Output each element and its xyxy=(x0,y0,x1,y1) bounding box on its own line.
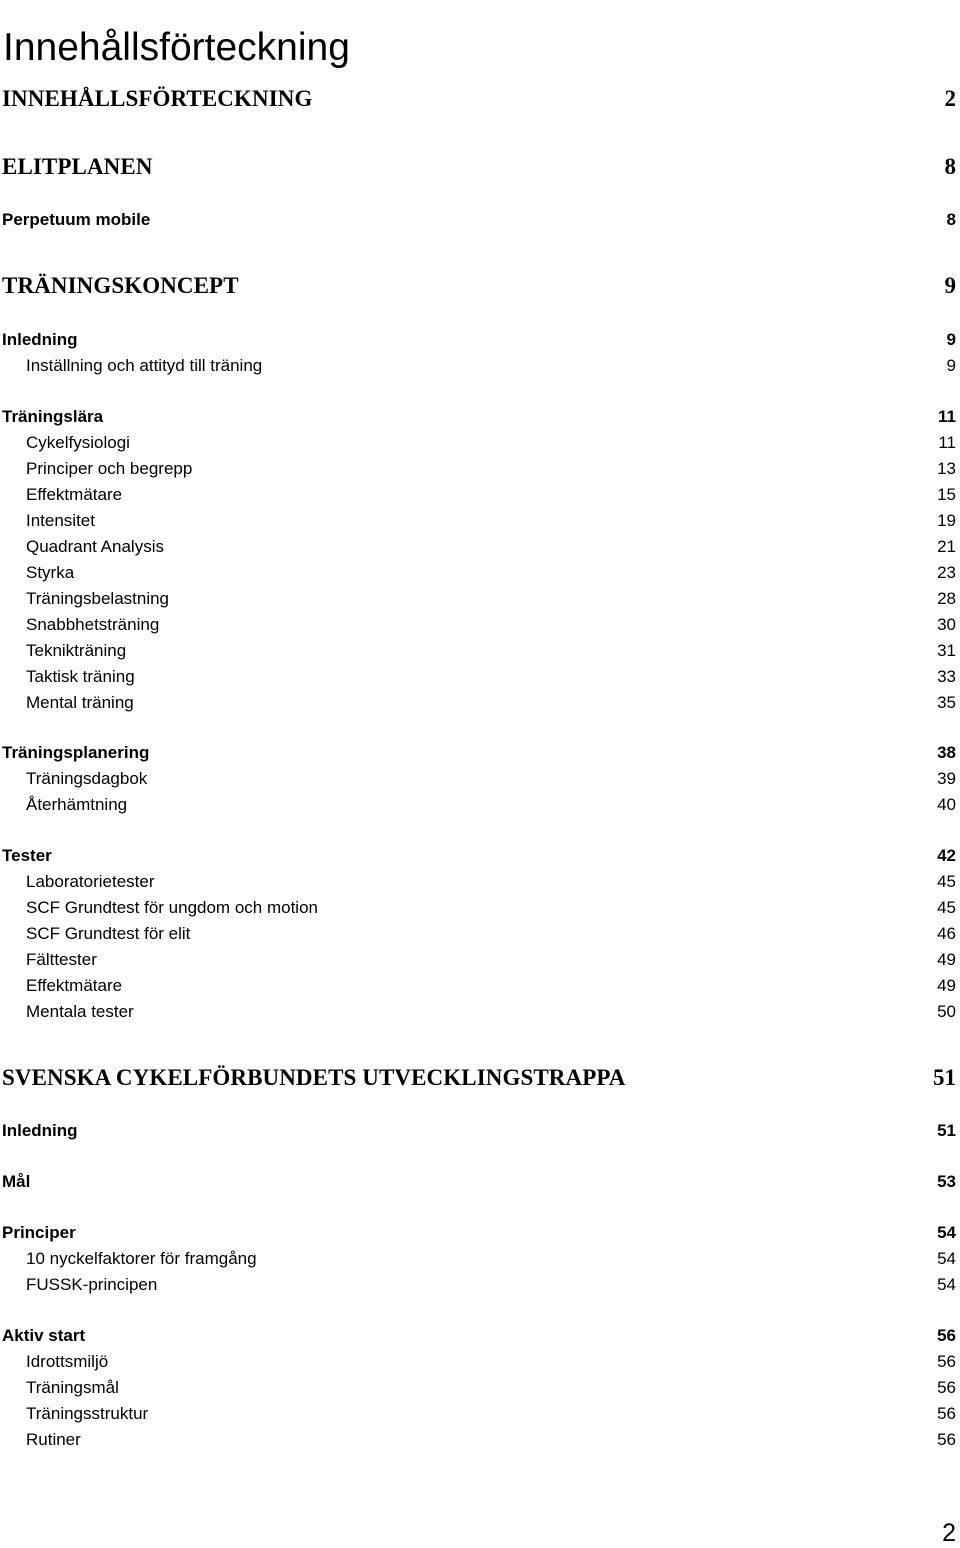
toc-entry-label: Effektmätare xyxy=(26,976,123,995)
toc-entry-label: SCF Grundtest för ungdom och motion xyxy=(26,898,318,917)
toc-entry-label: Teknikträning xyxy=(26,641,127,660)
toc-entry-label: Inledning xyxy=(2,330,78,349)
toc-entry-page: 50 xyxy=(937,1002,956,1021)
toc-entry[interactable] xyxy=(0,1167,960,1197)
toc-entry[interactable] xyxy=(0,688,960,718)
toc-entry-label: Intensitet xyxy=(26,511,95,530)
toc-entry-page: 19 xyxy=(937,511,956,530)
toc-entry-label: Återhämtning xyxy=(26,795,128,814)
toc-entry-label: Principer xyxy=(2,1223,76,1242)
toc-entry-label: Inledning xyxy=(2,1121,78,1140)
toc-entry-page: 53 xyxy=(937,1172,956,1191)
toc-entry[interactable] xyxy=(0,790,960,820)
toc-entry-label: Perpetuum mobile xyxy=(2,210,151,229)
toc-entry[interactable] xyxy=(0,1116,960,1146)
page-title: Innehållsförteckning xyxy=(3,26,350,70)
toc-entry-page: 28 xyxy=(937,589,956,608)
toc-entry-page: 49 xyxy=(937,950,956,969)
toc-entry-label: Träningsmål xyxy=(26,1378,119,1397)
toc-entry-page: 54 xyxy=(937,1223,956,1242)
toc-entry-page: 45 xyxy=(937,872,956,891)
toc-entry-page: 38 xyxy=(937,743,956,762)
toc-entry-label: Aktiv start xyxy=(2,1326,86,1345)
toc-entry-page: 8 xyxy=(944,154,956,179)
toc-entry-page: 33 xyxy=(937,667,956,686)
toc-entry-page: 45 xyxy=(937,898,956,917)
toc-entry[interactable] xyxy=(0,205,960,235)
toc-entry-page: 2 xyxy=(944,86,956,111)
toc-entry-label: Principer och begrepp xyxy=(26,459,193,478)
toc-entry-page: 9 xyxy=(944,273,956,298)
toc-entry-label: 10 nyckelfaktorer för framgång xyxy=(26,1249,257,1268)
toc-entry-label: FUSSK-principen xyxy=(26,1275,158,1294)
toc-entry-label: Mentala tester xyxy=(26,1002,134,1021)
toc-entry-label: Mental träning xyxy=(26,693,134,712)
toc-entry-page: 15 xyxy=(937,485,956,504)
toc-entry-label: Träningsdagbok xyxy=(26,769,148,788)
toc-entry-page: 35 xyxy=(937,693,956,712)
toc-entry-page: 13 xyxy=(937,459,956,478)
toc-entry-page: 40 xyxy=(937,795,956,814)
toc-entry-page: 51 xyxy=(933,1065,956,1090)
toc-entry-label: Träningsstruktur xyxy=(26,1404,149,1423)
toc-entry-label: Träningsplanering xyxy=(2,743,150,762)
toc-entry-page: 30 xyxy=(937,615,956,634)
toc-entry-page: 56 xyxy=(937,1378,956,1397)
toc-entry-page: 9 xyxy=(946,330,956,349)
toc-entry[interactable] xyxy=(0,152,960,182)
toc-entry-label: Mål xyxy=(2,1172,31,1191)
toc-entry[interactable] xyxy=(0,271,960,301)
toc-entry[interactable] xyxy=(0,997,960,1027)
toc-entry-label: ELITPLANEN xyxy=(2,154,153,179)
toc-entry-page: 56 xyxy=(937,1326,956,1345)
toc-entry-label: Rutiner xyxy=(26,1430,81,1449)
toc-entry-label: Snabbhetsträning xyxy=(26,615,160,634)
toc-entry-label: INNEHÅLLSFÖRTECKNING xyxy=(2,86,313,111)
toc-entry-label: Effektmätare xyxy=(26,485,123,504)
toc-entry-label: TRÄNINGSKONCEPT xyxy=(2,273,239,298)
toc-entry[interactable] xyxy=(0,351,960,381)
page-number: 2 xyxy=(942,1519,956,1547)
toc-entry-label: Quadrant Analysis xyxy=(26,537,164,556)
toc-entry-label: Cykelfysiologi xyxy=(26,433,130,452)
toc-entry-page: 9 xyxy=(946,356,956,375)
toc-entry-page: 46 xyxy=(937,924,956,943)
toc-entry-label: Laboratorietester xyxy=(26,872,155,891)
toc-entry-label: Taktisk träning xyxy=(26,667,135,686)
toc-entry-page: 54 xyxy=(937,1249,956,1268)
toc-entry-page: 56 xyxy=(937,1430,956,1449)
toc-entry-page: 56 xyxy=(937,1352,956,1371)
toc-entry-page: 11 xyxy=(938,433,956,452)
toc-entry[interactable] xyxy=(0,1063,960,1093)
toc-entry-label: SCF Grundtest för elit xyxy=(26,924,191,943)
toc-entry-page: 11 xyxy=(938,407,956,426)
toc-entry-label: Tester xyxy=(2,846,52,865)
toc-entry-label: Träningslära xyxy=(2,407,104,426)
toc-entry-page: 51 xyxy=(937,1121,956,1140)
toc-entry-page: 21 xyxy=(937,537,956,556)
toc-entry[interactable] xyxy=(0,1425,960,1455)
toc-entry-label: Idrottsmiljö xyxy=(26,1352,109,1371)
toc-entry-page: 39 xyxy=(937,769,956,788)
toc-entry-label: Fälttester xyxy=(26,950,97,969)
toc-entry-page: 42 xyxy=(937,846,956,865)
toc-entry-label: Styrka xyxy=(26,563,75,582)
toc-entry-label: Träningsbelastning xyxy=(26,589,170,608)
toc-entry[interactable] xyxy=(0,84,960,114)
toc-entry-page: 8 xyxy=(946,210,956,229)
toc-entry-page: 31 xyxy=(937,641,956,660)
toc-entry-page: 54 xyxy=(937,1275,956,1294)
toc-entry-page: 49 xyxy=(937,976,956,995)
toc-entry-page: 56 xyxy=(937,1404,956,1423)
toc-entry[interactable] xyxy=(0,1270,960,1300)
toc-entry-page: 23 xyxy=(937,563,956,582)
toc-entry-label: Inställning och attityd till träning xyxy=(26,356,263,375)
toc-entry-label: SVENSKA CYKELFÖRBUNDETS UTVECKLINGSTRAPPA xyxy=(2,1065,626,1090)
